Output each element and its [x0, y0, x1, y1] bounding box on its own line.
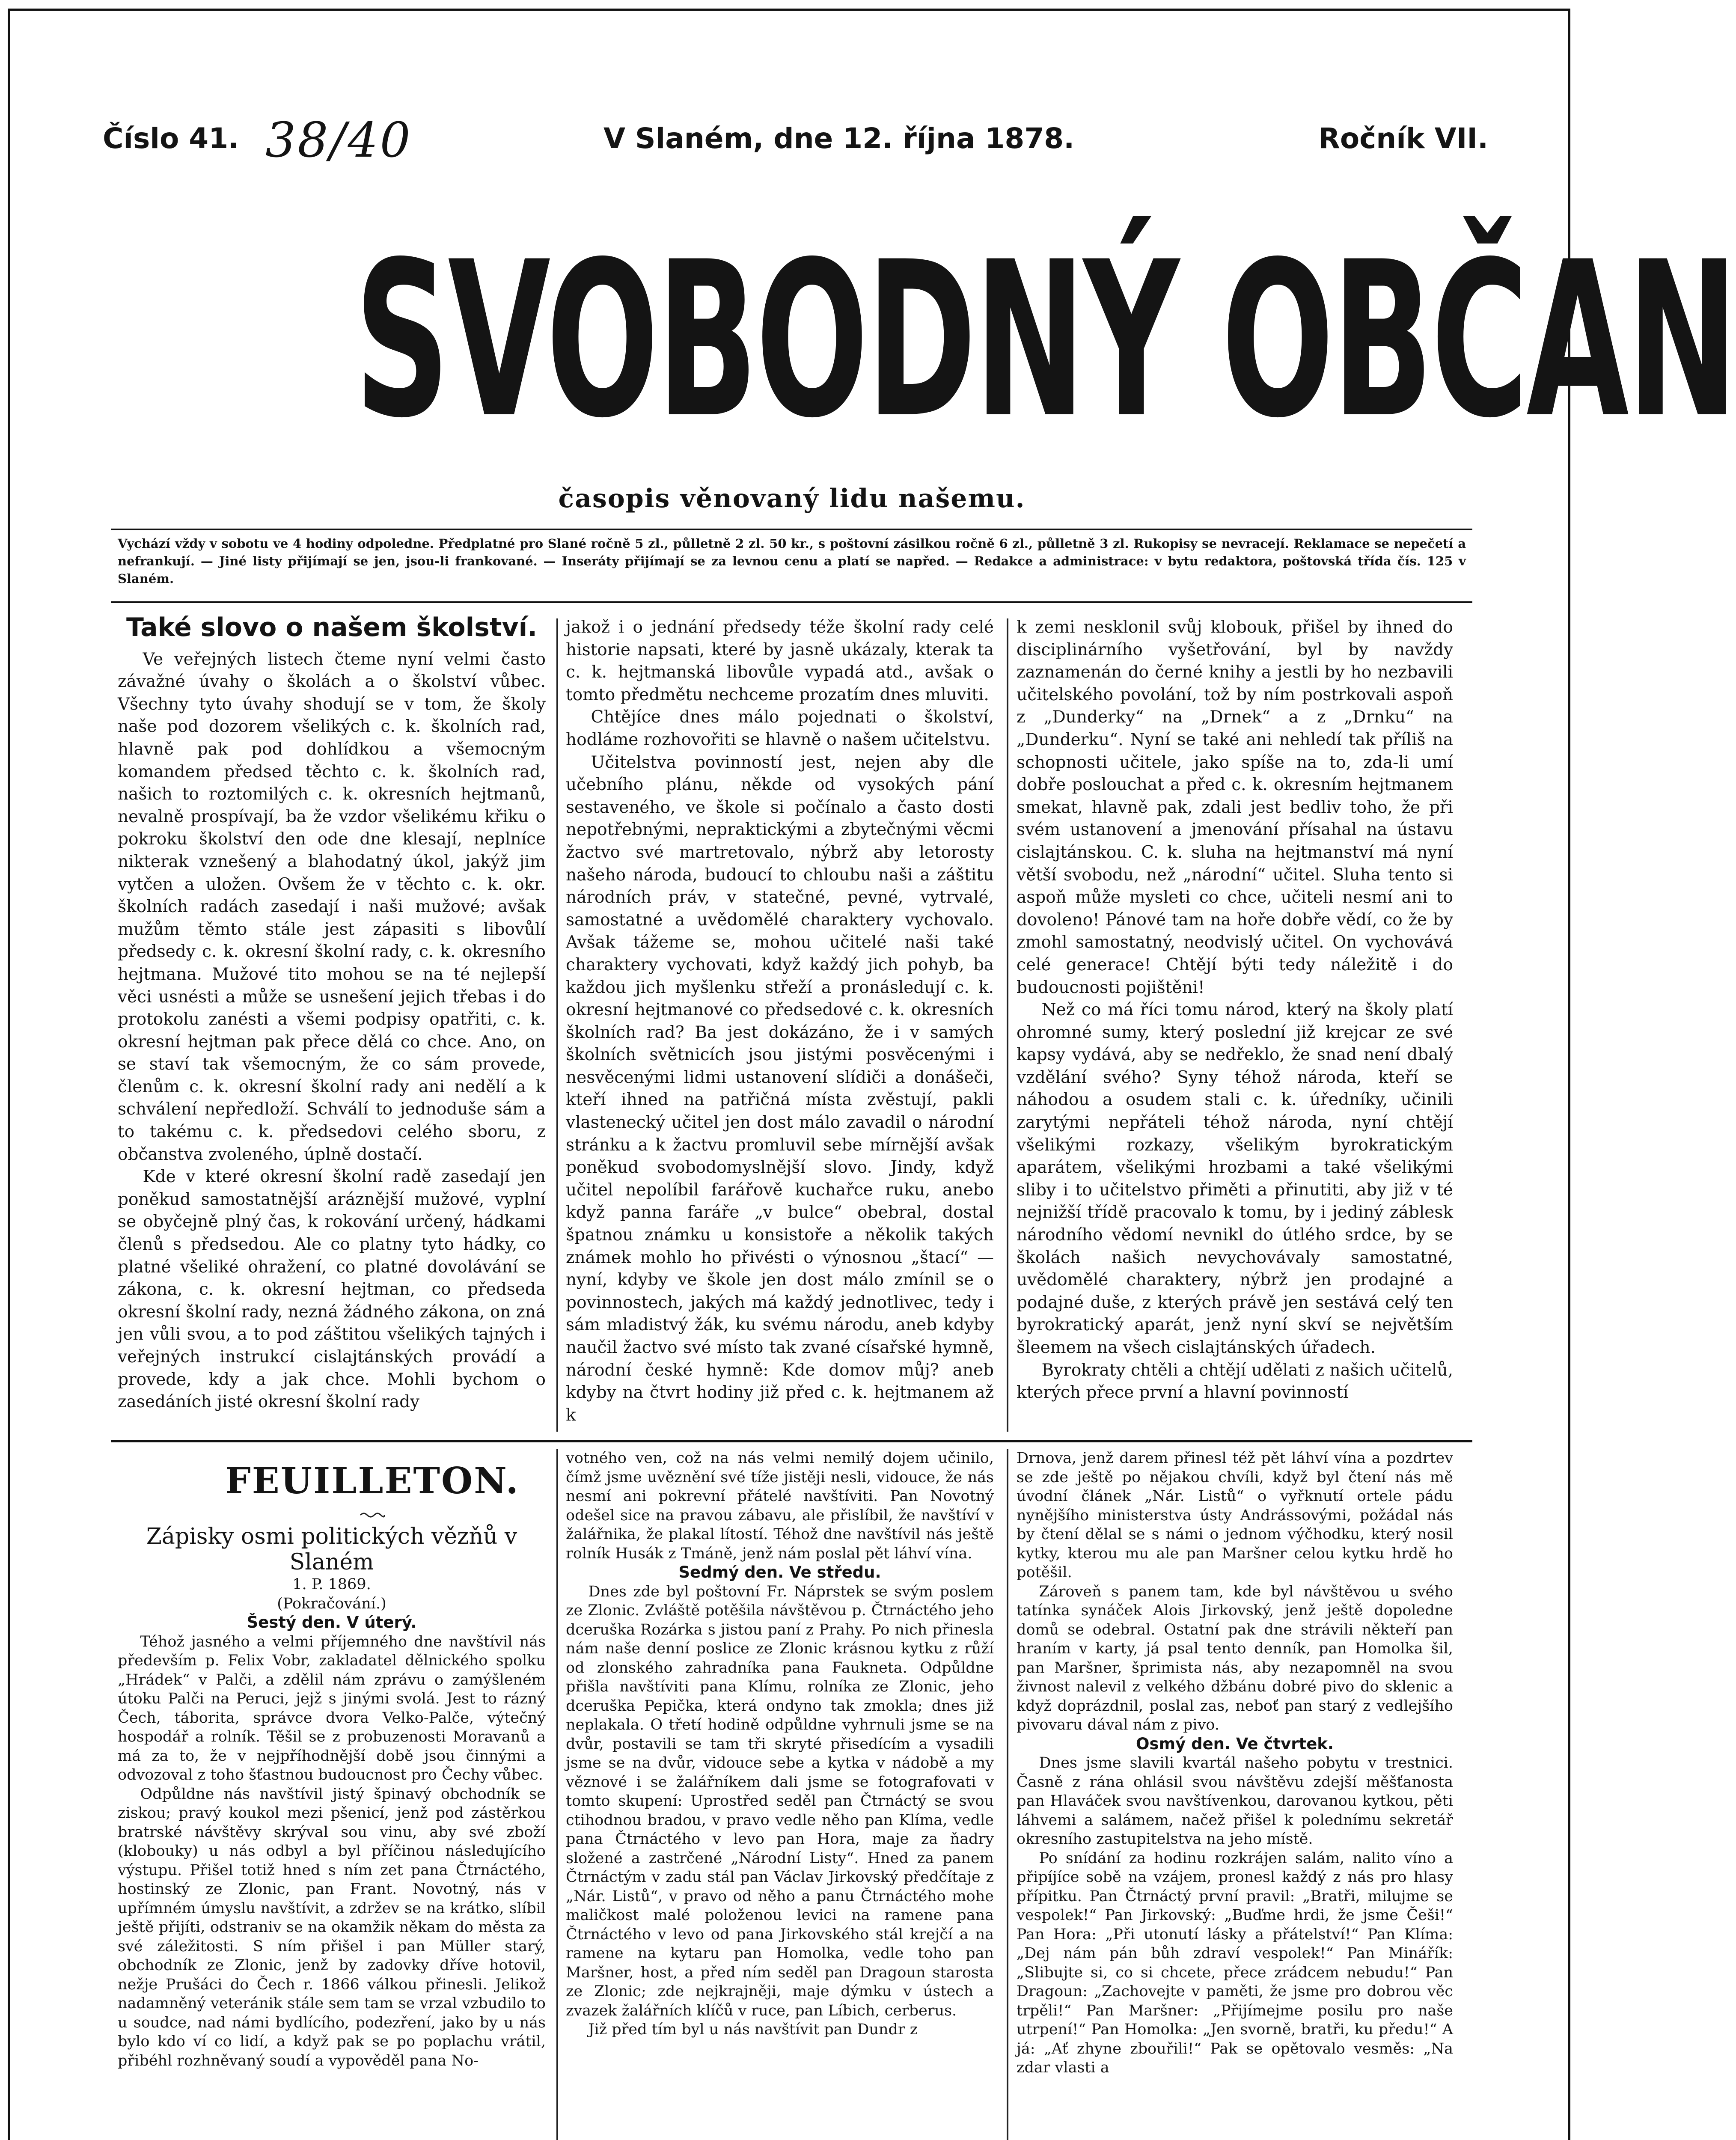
feuilleton-paragraph: Téhož jasného a velmi příjemného dne navštívil nás především p. Felix Vobr, zakladatel dělnického spolku „Hrádek“ v Palči, a zdělil nám zprávu o zamýšleném útoku Palči na Peruci, jejž s jinými svolá. Jest to rázný Čech, táborita, správce dvora Velko-Palče, výtečný hospodář a rolník. Těšil se z probuzenosti Moravanů a má za to, že v nejpříhodnější době jsou činnými a odvozoval z toho šťastnou budoucnost pro Čechy vůbec.: [118, 1633, 546, 1783]
notice-rule: [111, 601, 1472, 603]
article-paragraph: jakož i o jednání předsedy téže školní rady celé historie napsati, které by jasně ukázaly, kterak ta c. k. hejtmanská libovůle vypadá atd., avšak o tomto předmětu nechceme prozatím dnes mluviti.: [566, 618, 994, 704]
article-headline: Také slovo o našem školství.: [126, 612, 538, 642]
feuilleton-heading: FEUILLETON.: [225, 1459, 520, 1502]
feuilleton-rule: [111, 1440, 1472, 1442]
feuilleton-column-1: [118, 1524, 546, 2140]
masthead-row: [103, 113, 1489, 178]
column-divider: [556, 1449, 558, 2140]
volume-number: Ročník VII.: [1318, 122, 1489, 155]
day-heading: Šestý den. V úterý.: [247, 1613, 417, 1632]
column-divider: [1007, 1449, 1008, 2140]
article-paragraph: Než co má říci tomu národ, který na školy platí ohromné sumy, který poslední již krejcar ze své kapsy vydává, aby se nedřeklo, že snad není dbalý vzdělání svého? Syny téhož národa, kteří se náhodou a osudem stali c. k. úředníky, učinili zarytými nepřáteli téhož národa, nyní chtějí všelikými rozkazy, všelikým byrokratickým aparátem, všelikými hrozbami a také všelikými sliby i to učitelstvo přiměti a přinutiti, aby již v té nejnižší třídě pracovalo k tomu, by i jediný záblesk národního vědomí nevnikl do útlého srdce, by se školách našich nevychovávaly samostatné, uvědomělé charaktery, nýbrž jen prodajné a podajné duše, z kterých právě jen sestává celý ten byrokratický aparát, jenž nyní skví se největším šleemem na všech cislajtánských úřadech.: [1017, 1000, 1453, 1357]
column-divider: [556, 618, 558, 1432]
day-heading: Osmý den. Ve čtvrtek.: [1136, 1734, 1334, 1753]
header-rule: [111, 529, 1472, 530]
feuilleton-column-2: [566, 1449, 994, 2140]
subscription-notice: Vychází vždy v sobotu ve 4 hodiny odpoledne. Předplatné pro Slané ročně 5 zl., půlletně 2 zl. 50 kr., s poštovní zásilkou ročně 6 zl., půlletně 3 zl. Rukopisy se nevracejí. Reklamace se nepečetí a nefrankují. — Jiné listy přijímají se jen, jsou-li frankované. — Inseráty přijímají se za levnou cenu a platí se napřed. — Redakce a administrace: v bytu redaktora, poštovská třída čís. 125 v Slaném.: [118, 536, 1466, 586]
feuilleton-paragraph: Zároveň s panem tam, kde byl návštěvou u svého tatínka synáček Alois Jirkovský, jenž ještě dopoledne domů se odebral. Ostatní pak dne strávili někteří pan hraním v karty, já psal tento denník, pan Homolka šil, pan Maršner, šprimista nás, aby nezapomněl na svou živnost nalevil z velkého džbánu dobré pivo do sklenic a když doprázdnil, poslal zas, neboť pan starý z vedlejšího pivovaru dával nám z pivo.: [1017, 1583, 1453, 1733]
feuilleton-column-3: [1017, 1449, 1453, 2140]
article-column-2: [566, 616, 994, 1434]
article-paragraph: Kde v které okresní školní radě zasedají jen poněkud samostatnější aráznější mužové, vyplní se obyčejně plný čas, k rokování určený, hádkami členů s předsedou. Ale co platny tyto hádky, co platné všeliké ohražení, co platné dovolávání se zákona, c. k. okresní hejtman, co předseda okresní školní rady, nezná žádného zákona, on zná jen vůli svou, a to pod záštitou všelikých tajných i veřejných instrukcí cislajtánských provádí a provede, kdy a jak chce. Mohli bychom o zasedáních jisté okresní školní rady: [118, 1167, 546, 1412]
issue-number: Číslo 41.: [103, 122, 239, 155]
feuilleton-paragraph: Drnova, jenž darem přinesl též pět láhví vína a pozdrtev se zde ještě po nějakou chvíli, když byl čtení nás mě úvodní článek „Nár. Listů“ o vyřknutí ortele pádu nynějšího ministerstva ústy Andrássovými, požádal nás by čtení dělal se s námi o jednom výčhodku, který nosil kytky, kterou mu ale pan Maršner celou kytku hrdě ho potěšil.: [1017, 1450, 1453, 1581]
feuilleton-paragraph: Již před tím byl u nás navštívit pan Dundr z: [588, 2021, 918, 2038]
feuilleton-paragraph: Dnes jsme slavili kvartál našeho pobytu v trestnici. Časně z rána ohlásil svou návštěvu zdejší měšťanosta pan Hlaváček svou navštívenkou, darovanou kytkou, pěti láhvemi a salámem, načež přišel k polednímu sekretář okresního zastupitelstva na jeho místě.: [1017, 1754, 1453, 1848]
article-paragraph: k zemi nesklonil svůj klobouk, přišel by ihned do disciplinárního vyšetřování, byl by navždy zaznamenán do černé knihy a jestli by ho nezbavili učitelského povolání, tož by ním postrkovali aspoň z „Dunderky“ na „Drnek“ a z „Drnku“ na „Dunderku“. Nyní se také ani nehledí tak příliš na schopnosti učitele, jako spíše na to, zda-li umí dobře poslouchat a před c. k. okresním hejtmanem smekat, hlavně pak, zdali jest bedliv toho, že při svém ustanovení a jmenování přísahal na ústavu cislajtánskou. C. k. sluha na hejtmanství má nyní větší svobodu, než „národní“ učitel. Sluha tento si aspoň může mysleti co chce, učiteli nesmí ani to dovoleno! Pánové tam na hoře dobře vědí, co že by zmohl samostatný, neodvislý učitel. On vychovává celé generace! Chtějí býti tedy náležitě i do budoucnosti pojištěni!: [1017, 618, 1453, 997]
article-paragraph: Byrokraty chtěli a chtějí udělati z našich učitelů, kterých přece první a hlavní povinností: [1017, 1360, 1453, 1403]
article-paragraph: Učitelstva povinností jest, nejen aby dle učebního plánu, někde od vysokých pání sestaveného, ve škole si počínalo a často dosti nepotřebnými, nepraktickými a zbytečnými věcmi žactvo své martretovalo, nýbrž aby letorosty našeho národa, budoucí to chloubu naši a záštitu národních práv, v statečné, pevné, vytrvalé, samostatné a uvědomělé charaktery vychovalo. Avšak tážeme se, mohou učitelé naši také charaktery vychovati, když každý jich pohyb, ba každou jich myšlenku střeží a pronásledují c. k. okresní hejtmanové co předsedové c. k. okresních školních rad? Ba jest dokázáno, že i v samých školních světnicích jsou jistými posvěcenými i nesvěcenými lidmi ustanovení slídiči a donášeči, kteří ihned na patřičná místa zvěstují, pakli vlastenecký učitel jen dost málo zavadil o národní stránku a k žactvu promluvil sebe mírnější avšak poněkud svobodomyslnější slovo. Jindy, když učitel nepolíbil farářově kuchařce ruku, anebo když panna faráře „v bulce“ obebral, dostal špatnou známku u konsistoře a několik takých známek mohlo ho přivésti o výnosnou „štací“ — nyní, kdyby ve škole jen dost málo zmínil se o povinnostech, jakých má každý jednotlivec, tedy i sám mladistvý žák, ku svému národu, aneb kdyby naučil žactvo své místo tak zvané císařské hymně, národní české hymně: Kde domov můj? aneb kdyby na čtvrt hodiny již před c. k. hejtmanem až k: [566, 752, 994, 1425]
handwritten-note: 38/40: [265, 113, 412, 168]
continued-note: (Pokračování.): [277, 1595, 386, 1612]
feuilleton-paragraph: Odpůldne nás navštívil jistý špinavý obchodník se ziskou; pravý koukol mezi pšenicí, jenž pod zástěrkou bratrské návštěvy skrýval sou vinu, aby své zboží (klobouky) u nás odbyl a byl příčinou následujícího výstupu. Přišel totiž hned s ním zet pana Čtrnáctého, hostinský ze Zlonic, pan Frant. Novotný, nás v upřímném úmyslu navštívit, a zdržev se na krátko, slíbil ještě přijíti, odstraniv se na okamžik někam do města za své záležitosti. S ním přišel i pan Müller starý, obchodník ze Zlonic, jenž by zadovky dříve hotovil, nežje Prušáci do Čech r. 1866 válkou přinesli. Jelikož nadamněný veteránik stále sem tam se vrzal vzbudilo to u soudce, nad námi bydlícího, podezření, jako by u nás bylo kdo ví co lidí, a když pak se po poplachu vrátil, přibéhl rozhněvaný soudí a vypověděl pana No-: [118, 1785, 546, 2069]
column-divider: [1007, 618, 1008, 1432]
feuilleton-paragraph: Po snídání za hodinu rozkrájen salám, nalito víno a připíjíce sobě na vzájem, pronesl každý z nás pro hlasy přípitku. Pan Čtrnáctý první pravil: „Bratři, milujme se vespolek!“ Pan Jirkovský: „Buďme hrdi, že jsme Češi!“ Pan Hora: „Při utonutí lásky a přátelství!“ Pan Klíma: „Dej nám pán bůh zdraví vespolek!“ Pan Minářík: „Slibujte si, co si chcete, přece zrádcem nebudu!“ Pan Dragoun: „Zachovejte v paměti, že jsme pro dobrou věc trpěli!“ Pan Maršner: „Přijímejme posilu pro naše utrpení!“ Pan Homolka: „Jen svorně, bratři, ku předu!“ A já: „Ať zhyne zbouřili!“ Pak se opětovalo vesměs: „Na zdar vlasti a: [1017, 1849, 1453, 2076]
story-date: 1. P. 1869.: [292, 1576, 371, 1593]
feuilleton-paragraph: votného ven, což na nás velmi nemilý dojem učinilo, čímž jsme uvěznění své tíže jistěji nesli, vidouce, že nás nesmí ani pokrevní přátelé navštíviti. Pan Novotný odešel sice na pravou zábavu, ale přislíbil, že navštíví v žalářnika, že plakal lítostí. Téhož dne navštívil nás ještě rolník Husák z Tmáně, jenž nám poslal pět láhví vína.: [566, 1450, 994, 1562]
article-column-3: [1017, 616, 1453, 1434]
article-column-1: [118, 612, 546, 1434]
feuilleton-paragraph: Dnes zde byl poštovní Fr. Náprstek se svým poslem ze Zlonic. Zvláště potěšila návštěvou p. Čtrnáctého jeho dceruška Rozárka s jistou paní z Prahy. Po nich přinesla nám naše denní poslice ze Zlonic krásnou kytku z růží od zlonského zahradníka pana Faukneta. Odpůldne přišla navštíviti pana Klímu, rolníka ze Zlonic, jeho dceruška Pepička, která ondyno tak zmokla; dnes již neplakala. O třetí hodině odpůldne vyhrnuli jsme se na dvůr, postavili se tam tři skryté přisedícím a vysadili jsme se na dvůr, vidouce sebe a kytka v nádobě a my věznové i se žalářníkem dali jsme se fotografovati v tomto skupení: Uprostřed seděl pan Čtrnáctý se svou ctihodnou bradou, v pravo vedle něho pan Klíma, vedle pana Čtrnáctého v levo pan Hora, maje za ňadry složené a zastrčené „Národní Listy“. Hned za panem Čtrnáctým v zadu stál pan Václav Jirkovský předčítaje z „Nár. Listů“, v pravo od něho a panu Čtrnáctého mohe maličkost malé položenou levici na ramene pana Čtrnáctého v levo od pana Jirkovského stál krejčí a na ramene na kytaru pan Homolka, vedle toho pan Maršner, host, a před ním seděl pan Dragoun starosta ze Zlonic; zde nejkrajněji, maje dýmku v ústech a zvazek žalářních klíčů v ruce, pan Líbich, cerberus.: [566, 1583, 994, 2019]
newspaper-title: SVOBODNÝ OBČAN: [354, 216, 1736, 465]
date-line: V Slaném, dne 12. října 1878.: [603, 122, 1075, 155]
newspaper-subtitle: časopis věnovaný lidu našemu.: [558, 484, 1026, 514]
story-title: Zápisky osmi politických vězňů v Slaném: [146, 1524, 517, 1575]
decorative-squiggle: [360, 1511, 385, 1519]
day-heading: Sedmý den. Ve středu.: [678, 1563, 881, 1581]
article-paragraph: Ve veřejných listech čteme nyní velmi často závažné úvahy o školách a o školství vůbec. Všechny tyto úvahy shodují se v tom, že školy naše pod dozorem všelikých c. k. školních rad, hlavně pak pod dohlídkou a všemocným komandem předsed těchto c. k. školních rad, našich to roztomilých c. k. okresních hejtmanů, nevalně prospívají, ba že vzdor všelikému křiku o pokroku školství den ode dne klesají, neplníce nikterak vznešený a blahodatný úkol, jakýž jim vytčen a uložen. Ovšem že v těchto c. k. okr. školních radách zasedají i naši mužové; avšak mužům těmto stále jest zápasiti s libovůlí předsedy c. k. okresní školní rady, c. k. okresního hejtmana. Mužové tito mohou se na té nejlepší věci usnésti a může se usnešení jejich třebas i do protokolu zanésti a všemi podpisy opatřiti, c. k. okresní hejtman pak přece dělá co chce. Ano, on se staví tak všemocným, že co sám provede, členům c. k. okresní školní rady ani nedělí a k schválení nepředloží. Schválí to jednoduše sám a to takému c. k. předsedovi celého sboru, z občanstva zvoleného, úplně dostačí.: [118, 649, 546, 1164]
article-paragraph: Chtějíce dnes málo pojednati o školství, hodláme rozhovořiti se hlavně o našem učitelstvu.: [566, 707, 994, 749]
